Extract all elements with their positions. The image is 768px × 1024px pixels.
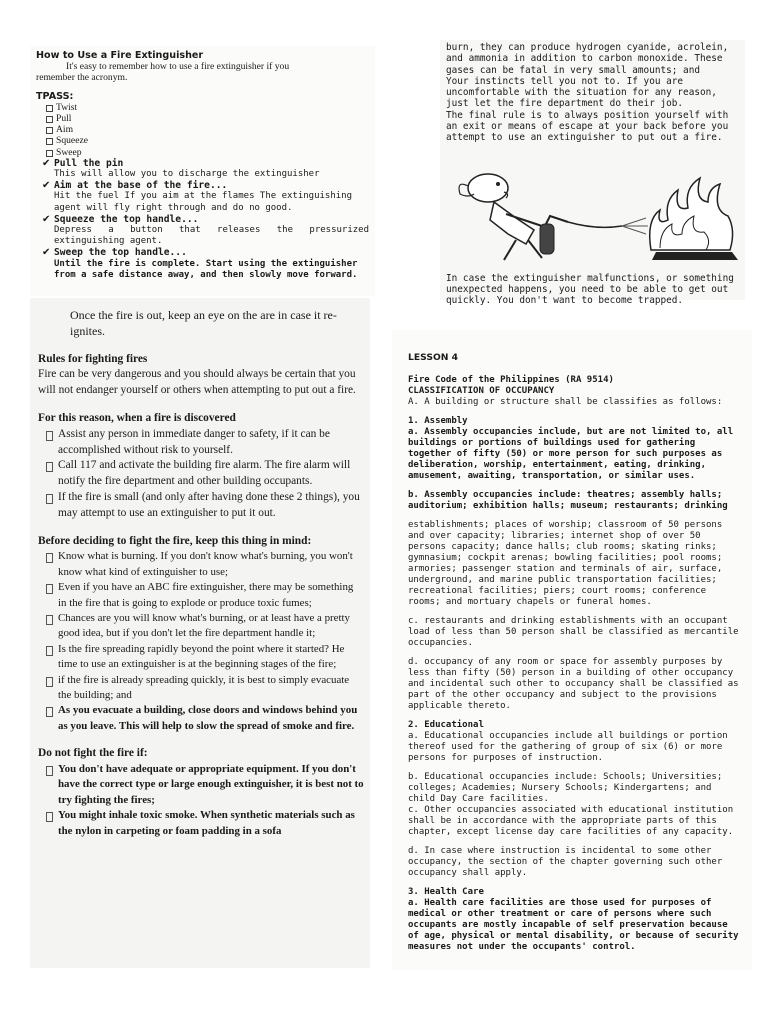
- checkbox-icon: [46, 138, 53, 145]
- steps-list: [36, 158, 369, 281]
- list-item: If the fire is small (and only after having done these 2 things), you may attempt to use an extinguisher to put it out.: [38, 490, 364, 522]
- bullet-icon: [46, 494, 53, 504]
- paragraph: In case the extinguisher malfunctions, or something unexpected happens, you need to be able to get out quickly. You don't want to become trapped.: [446, 272, 734, 307]
- checkmark-icon: ✔: [42, 213, 51, 225]
- discovered-title: For this reason, when a fire is discovered: [38, 411, 236, 424]
- educational-d: d. In case where instruction is incidental to some other occupancy, the section of the chapter governing such other occupancy shall apply.: [408, 846, 723, 878]
- lesson-number: LESSON 4: [408, 352, 459, 363]
- classification-title: CLASSIFICATION OF OCCUPANCY: [408, 386, 555, 396]
- intro-line-2: remember the acronym.: [36, 72, 128, 84]
- assembly-title: 1. Assembly: [408, 416, 468, 426]
- tpass-item: Aim: [36, 124, 369, 135]
- assembly-a: a. Assembly occupancies include, but are not limited to, all buildings or portions of buildings used for gathering together of fifty (50) or more person for such purposes as deliberation, worship, entertainment, eating, drinking, amusement, awaiting, transportation, or similar uses.: [408, 427, 734, 481]
- list-item: Assist any person in immediate danger to safety, if it can be accomplished without risk to yourself.: [38, 427, 364, 459]
- rules-text: Fire can be very dangerous and you should always be certain that you will not endanger yourself or others when attempting to put out a fire.: [38, 368, 356, 397]
- tpass-list: [36, 102, 369, 158]
- intro-line-1: It's easy to remember how to use a fire extinguisher if you: [66, 61, 290, 73]
- tpass-item: Sweep: [36, 147, 369, 158]
- fighting-fires-rules-section: [30, 298, 370, 968]
- assembly-c: c. restaurants and drinking establishments with an occupant load of less than 50 person shall be classified as mercantile occupancies.: [408, 616, 739, 648]
- paragraph: The final rule is to always position yourself with an exit or means of escape at your back before you attempt to use an extinguisher to put out a fire.: [446, 109, 729, 144]
- assembly-b-cont: establishments; places of worship; classroom of 50 persons and over capacity; libraries; internet shop of over 50 persons capacity; dance halls; club rooms; skating rinks; gymnasium; cockpit arenas; bowling facilities; pool rooms; armories; passenger station and terminals of air, surface, underground, and marine public transportation facilities; recreational facilities; piers; court rooms; conference rooms; and mortuary chapels or funeral homes.: [408, 520, 723, 607]
- firefighter-illustration: [446, 160, 739, 265]
- checkmark-icon: ✔: [42, 180, 51, 192]
- educational-b: b. Educational occupancies include: Schools; Universities; colleges; Academies; Nursery Schools; Kindergartens; and child Day Care facilities.: [408, 772, 723, 804]
- classification-intro: A. A building or structure shall be classifies as follows:: [408, 397, 723, 407]
- rules-title: Rules for fighting fires: [38, 352, 148, 365]
- paragraph: burn, they can produce hydrogen cyanide, acrolein, and ammonia in addition to carbon monoxide. These gases can be fatal in very small amounts; and: [446, 42, 729, 76]
- health-care-title: 3. Health Care: [408, 887, 484, 897]
- checkbox-icon: [46, 105, 53, 112]
- tpass-item: Squeeze: [36, 135, 369, 146]
- step-item: ✔ Pull the pin This will allow you to discharge the extinguisher: [42, 157, 320, 180]
- checkmark-icon: ✔: [42, 247, 51, 259]
- list-item: if the fire is already spreading quickly, it is best to simply evacuate the building; and: [38, 673, 364, 704]
- intro-paragraph: Once the fire is out, keep an eye on the are in case it re-ignites.: [70, 308, 337, 338]
- bullet-icon: [46, 584, 53, 594]
- bullet-icon: [46, 462, 53, 472]
- list-item: You might inhale toxic smoke. When synthetic materials such as the nylon in carpeting or foam padding in a sofa: [38, 808, 364, 839]
- list-item: Is the fire spreading rapidly beyond the point where it started? He time to use an extinguisher is at the beginning stages of the fire;: [38, 642, 364, 673]
- list-item: As you evacuate a building, close doors and windows behind you as you leave. This will help to slow the spread of smoke and fire.: [38, 703, 364, 734]
- assembly-d: d. occupancy of any room or space for assembly purposes by less than fifty (50) person in a building of other occupancy and incidental such other to occupancy shall be classified as part of the other occupancy and subject to the provisions applicable thereto.: [408, 657, 739, 711]
- fire-code-lesson-section: [392, 330, 752, 970]
- list-item: Know what is burning. If you don't know what's burning, you won't know what kind of extinguisher to use;: [38, 549, 364, 580]
- step-item: ✔ Squeeze the top handle... Depress a button that releases the pressurized extinguishing agent.: [42, 213, 369, 247]
- firefighter-extinguisher-icon: [446, 160, 746, 265]
- bullet-icon: [46, 707, 53, 717]
- assembly-b-head: b. Assembly occupancies include: theatres; assembly halls; auditorium; exhibition halls; museum; restaurants; drinking: [408, 490, 728, 511]
- bullet-icon: [46, 677, 53, 687]
- checkbox-icon: [46, 150, 53, 157]
- paragraph: Your instincts tell you not to. If you are uncomfortable with the situation for any reason, just let the fire department do their job.: [446, 75, 717, 110]
- educational-title: 2. Educational: [408, 720, 484, 730]
- before-list: [38, 549, 364, 734]
- checkmark-icon: ✔: [42, 157, 51, 169]
- tpass-item: Pull: [36, 113, 369, 124]
- bullet-icon: [46, 553, 53, 563]
- discovered-list: [38, 427, 364, 522]
- list-item: Chances are you will know what's burning, or at least have a pretty good idea, but if you don't let the fire department handle it;: [38, 611, 364, 642]
- checkbox-icon: [46, 127, 53, 134]
- checkbox-icon: [46, 116, 53, 123]
- bullet-icon: [46, 431, 53, 441]
- list-item: Call 117 and activate the building fire alarm. The fire alarm will notify the fire department and other building occupants.: [38, 458, 364, 490]
- list-item: You don't have adequate or appropriate equipment. If you don't have the correct type or large enough extinguisher, it is best not to try fighting the fires;: [38, 762, 364, 808]
- health-care-a: a. Health care facilities are those used for purposes of medical or other treatment or care of persons where such occupants are mostly incapable of self preservation because of age, physical or mental disability, or because of security measures not under the occupants' control.: [408, 898, 739, 952]
- notfight-title: Do not fight the fire if:: [38, 747, 148, 760]
- tpass-label: TPASS:: [36, 90, 74, 102]
- bullet-icon: [46, 812, 53, 822]
- step-item: ✔ Aim at the base of the fire... Hit the fuel If you aim at the flames The extinguishing agent will fly right through and do no good.: [42, 180, 353, 213]
- toxic-smoke-section: [440, 40, 745, 307]
- section-title: How to Use a Fire Extinguisher: [36, 50, 204, 61]
- bullet-icon: [46, 615, 53, 625]
- extinguisher-usage-section: [30, 46, 375, 296]
- bullet-icon: [46, 646, 53, 656]
- bullet-icon: [46, 766, 53, 776]
- educational-c: c. Other occupancies associated with educational institution shall be in accordance with the appropriate parts of this chapter, except license day care facilities of any capacity.: [408, 805, 734, 837]
- before-title: Before deciding to fight the fire, keep this thing in mind:: [38, 534, 312, 547]
- notfight-list: [38, 762, 364, 839]
- tpass-item: Twist: [36, 102, 369, 113]
- step-item: ✔ Sweep the top handle... Until the fire is complete. Start using the extinguisher from a safe distance away, and then slowly move forward.: [42, 247, 358, 280]
- educational-a: a. Educational occupancies include all buildings or portion thereof used for the gathering of group of six (6) or more persons for purposes of instruction.: [408, 731, 728, 763]
- list-item: Even if you have an ABC fire extinguisher, there may be something in the fire that is going to explode or produce toxic fumes;: [38, 580, 364, 611]
- code-title: Fire Code of the Philippines (RA 9514): [408, 375, 614, 385]
